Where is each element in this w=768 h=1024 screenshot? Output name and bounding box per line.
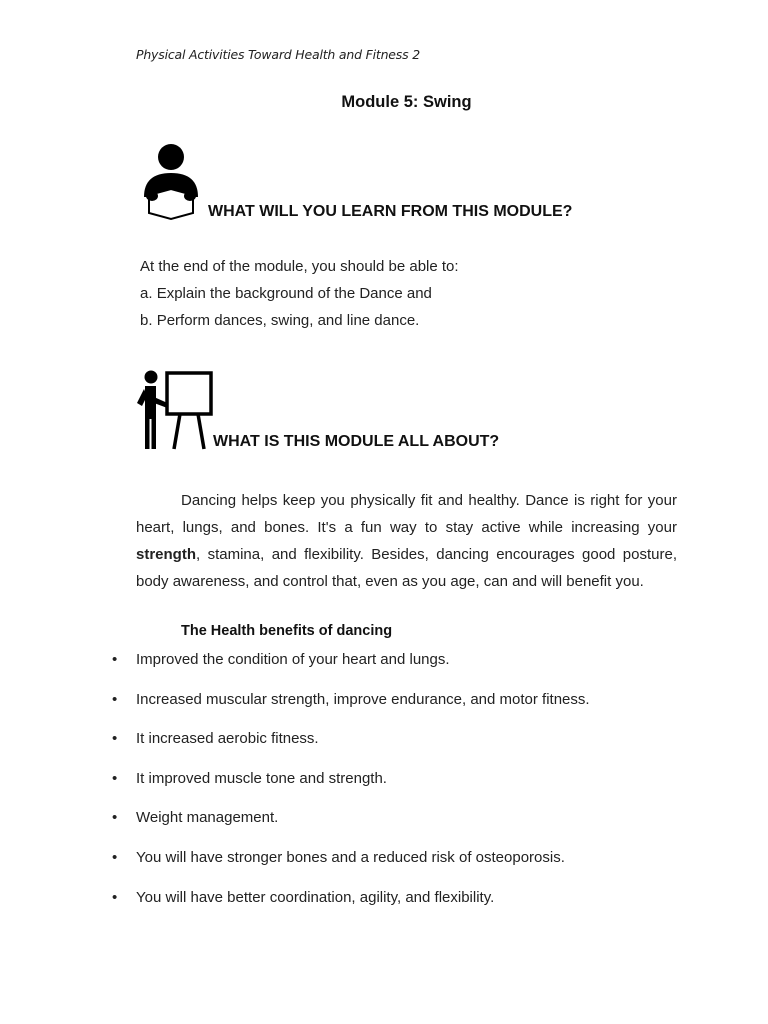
list-item-text: It increased aerobic fitness. (136, 730, 319, 748)
bullet-icon: • (112, 730, 118, 748)
list-item-text: Increased muscular strength, improve endurance, and motor fitness. (136, 690, 590, 708)
objective-text: Perform dances, swing, and line dance. (156, 312, 420, 329)
list-item-text: Weight management. (136, 809, 279, 827)
objectives-intro: At the end of the module, you should be able to: (140, 258, 459, 275)
page-title: Module 5: Swing (341, 93, 472, 111)
list-item (112, 690, 590, 730)
list-item-text: You will have stronger bones and a reduced risk of osteoporosis. (136, 848, 565, 866)
objective-marker: a. (140, 285, 153, 302)
learn-heading: WHAT WILL YOU LEARN FROM THIS MODULE? (208, 203, 573, 220)
objective-marker: b. (140, 312, 153, 329)
paragraph-text: , stamina, and flexibility. Besides, dancing encourages good posture, body awareness, and control that, even as you age, can and will benefit you. (136, 546, 677, 590)
bullet-icon: • (112, 848, 118, 866)
objective-item (140, 307, 459, 334)
bullet-icon: • (112, 651, 118, 668)
bullet-icon: • (112, 809, 118, 827)
benefits-heading: The Health benefits of dancing (181, 623, 393, 639)
bullet-icon: • (112, 769, 118, 787)
list-item (112, 808, 590, 848)
paragraph-text: Dancing helps keep you physically fit and healthy. Dance is right for your heart, lungs, and bones. It's a fun way to stay active while increasing your (136, 492, 677, 536)
benefits-list (112, 650, 590, 927)
list-item (112, 888, 590, 928)
bullet-icon: • (112, 888, 118, 906)
student-reading-icon (138, 143, 202, 221)
bullet-icon: • (112, 690, 118, 708)
list-item-text: It improved muscle tone and strength. (136, 769, 387, 787)
about-heading: WHAT IS THIS MODULE ALL ABOUT? (213, 433, 500, 450)
running-header: Physical Activities Toward Health and Fitness 2 (136, 47, 420, 62)
objectives-block (140, 253, 459, 334)
objective-item (140, 280, 459, 307)
paragraph-emphasis: strength (136, 546, 196, 563)
teacher-presentation-icon (134, 369, 214, 453)
list-item (112, 650, 590, 690)
objective-text: Explain the background of the Dance and (156, 285, 432, 302)
list-item (112, 729, 590, 769)
list-item-text: You will have better coordination, agility, and flexibility. (136, 888, 495, 906)
list-item-text: Improved the condition of your heart and lungs. (136, 651, 450, 668)
list-item (112, 848, 590, 888)
list-item (112, 769, 590, 809)
about-paragraph (136, 487, 677, 595)
